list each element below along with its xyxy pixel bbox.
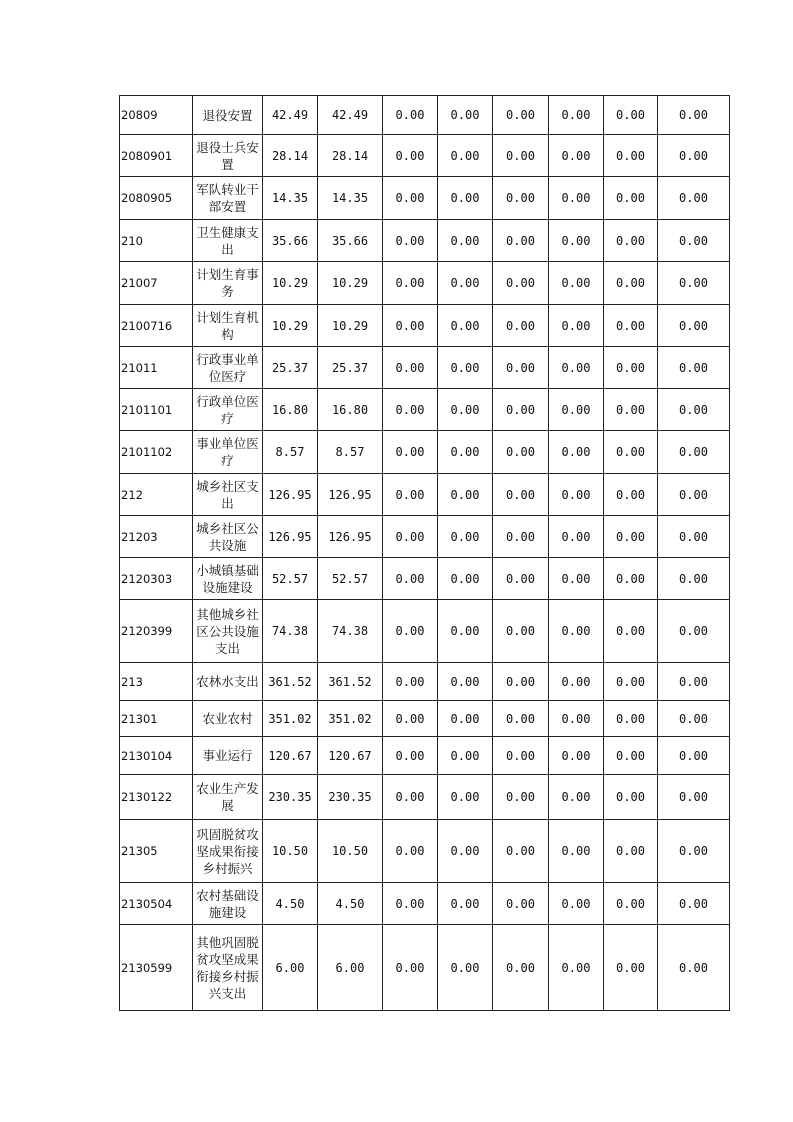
subject-name-cell: [193, 474, 263, 516]
table-row: [120, 775, 730, 820]
amount-cell: 0.00: [383, 474, 438, 516]
table-row: [120, 883, 730, 925]
amount-cell: 0.00: [493, 305, 549, 347]
amount-cell: 0.00: [438, 135, 493, 177]
subject-name-cell: [193, 135, 263, 177]
amount-cell: 25.37: [263, 347, 318, 389]
amount-cell: 0.00: [658, 701, 730, 737]
amount-cell: 351.02: [318, 701, 383, 737]
subject-name-text: 行政事业单位医疗: [196, 351, 259, 384]
amount-cell: 6.00: [318, 925, 383, 1011]
amount-cell: 0.00: [658, 305, 730, 347]
amount-cell: 0.00: [549, 431, 604, 474]
subject-name-text: 农业生产发展: [196, 781, 259, 813]
amount-cell: 0.00: [658, 600, 730, 663]
amount-cell: 25.37: [318, 347, 383, 389]
subject-name-text: 军队转业干部安置: [196, 182, 259, 214]
amount-cell: 0.00: [493, 775, 549, 820]
amount-cell: 4.50: [263, 883, 318, 925]
subject-name-text: 卫生健康支出: [196, 224, 259, 257]
amount-cell: 0.00: [493, 177, 549, 220]
amount-cell: 0.00: [549, 389, 604, 431]
subject-name-cell: [193, 262, 263, 305]
amount-cell: 10.29: [263, 262, 318, 305]
amount-cell: 0.00: [604, 347, 658, 389]
amount-cell: 0.00: [549, 737, 604, 775]
amount-cell: 0.00: [438, 663, 493, 701]
table-row: [120, 220, 730, 262]
amount-cell: 28.14: [318, 135, 383, 177]
table-row: [120, 701, 730, 737]
subject-name-cell: [193, 925, 263, 1011]
subject-name-cell: [193, 775, 263, 820]
amount-cell: 0.00: [438, 925, 493, 1011]
amount-cell: 0.00: [438, 775, 493, 820]
amount-cell: 0.00: [549, 516, 604, 558]
amount-cell: 10.50: [263, 820, 318, 883]
amount-cell: 0.00: [604, 600, 658, 663]
amount-cell: 0.00: [658, 96, 730, 135]
amount-cell: 0.00: [658, 925, 730, 1011]
amount-cell: 126.95: [318, 516, 383, 558]
amount-cell: 0.00: [549, 262, 604, 305]
amount-cell: 0.00: [604, 96, 658, 135]
amount-cell: 0.00: [383, 135, 438, 177]
amount-cell: 0.00: [438, 737, 493, 775]
subject-name-text: 退役士兵安置: [196, 139, 259, 172]
subject-code-cell: 2101101: [120, 389, 193, 431]
amount-cell: 0.00: [383, 775, 438, 820]
amount-cell: 0.00: [493, 347, 549, 389]
subject-name-cell: [193, 600, 263, 663]
amount-cell: 0.00: [493, 883, 549, 925]
subject-code-cell: 2080901: [120, 135, 193, 177]
amount-cell: 8.57: [263, 431, 318, 474]
amount-cell: 0.00: [604, 305, 658, 347]
table-row: [120, 737, 730, 775]
amount-cell: 0.00: [658, 820, 730, 883]
amount-cell: 0.00: [658, 474, 730, 516]
amount-cell: 0.00: [549, 474, 604, 516]
subject-name-text: 事业单位医疗: [196, 436, 259, 468]
amount-cell: 0.00: [438, 820, 493, 883]
subject-code-cell: 210: [120, 220, 193, 262]
amount-cell: 0.00: [549, 925, 604, 1011]
amount-cell: 0.00: [383, 663, 438, 701]
subject-code-cell: 20809: [120, 96, 193, 135]
amount-cell: 0.00: [658, 516, 730, 558]
amount-cell: 0.00: [493, 737, 549, 775]
amount-cell: 126.95: [263, 516, 318, 558]
subject-name-text: 退役安置: [202, 107, 253, 123]
subject-name-cell: [193, 305, 263, 347]
amount-cell: 10.29: [318, 262, 383, 305]
amount-cell: 0.00: [493, 96, 549, 135]
amount-cell: 0.00: [549, 177, 604, 220]
subject-code-cell: 213: [120, 663, 193, 701]
subject-code-cell: 2130122: [120, 775, 193, 820]
amount-cell: 0.00: [438, 474, 493, 516]
subject-name-cell: [193, 220, 263, 262]
amount-cell: 0.00: [658, 177, 730, 220]
amount-cell: 0.00: [658, 431, 730, 474]
amount-cell: 230.35: [263, 775, 318, 820]
amount-cell: 0.00: [604, 775, 658, 820]
table-row: [120, 305, 730, 347]
amount-cell: 0.00: [493, 558, 549, 600]
amount-cell: 0.00: [383, 820, 438, 883]
subject-code-cell: 21301: [120, 701, 193, 737]
table-row: [120, 663, 730, 701]
amount-cell: 10.29: [263, 305, 318, 347]
amount-cell: 0.00: [549, 775, 604, 820]
amount-cell: 0.00: [383, 262, 438, 305]
amount-cell: 0.00: [493, 389, 549, 431]
subject-name-text: 农村基础设施建设: [196, 887, 259, 920]
amount-cell: 74.38: [263, 600, 318, 663]
subject-name-cell: [193, 663, 263, 701]
amount-cell: 0.00: [493, 431, 549, 474]
table-row: [120, 925, 730, 1011]
amount-cell: 0.00: [438, 883, 493, 925]
amount-cell: 126.95: [263, 474, 318, 516]
amount-cell: 6.00: [263, 925, 318, 1011]
amount-cell: 0.00: [549, 883, 604, 925]
amount-cell: 0.00: [604, 431, 658, 474]
amount-cell: 42.49: [263, 96, 318, 135]
amount-cell: 0.00: [549, 135, 604, 177]
amount-cell: 0.00: [438, 389, 493, 431]
amount-cell: 0.00: [438, 516, 493, 558]
amount-cell: 0.00: [604, 737, 658, 775]
amount-cell: 0.00: [493, 262, 549, 305]
amount-cell: 230.35: [318, 775, 383, 820]
amount-cell: 0.00: [383, 516, 438, 558]
amount-cell: 10.29: [318, 305, 383, 347]
subject-code-cell: 2120303: [120, 558, 193, 600]
amount-cell: 0.00: [604, 701, 658, 737]
amount-cell: 0.00: [383, 347, 438, 389]
amount-cell: 0.00: [438, 701, 493, 737]
amount-cell: 0.00: [604, 820, 658, 883]
amount-cell: 0.00: [658, 220, 730, 262]
table-row: [120, 262, 730, 305]
amount-cell: 0.00: [658, 883, 730, 925]
amount-cell: 0.00: [658, 558, 730, 600]
subject-code-cell: 21007: [120, 262, 193, 305]
table-row: [120, 600, 730, 663]
amount-cell: 35.66: [263, 220, 318, 262]
amount-cell: 0.00: [383, 600, 438, 663]
amount-cell: 0.00: [438, 600, 493, 663]
subject-name-cell: [193, 558, 263, 600]
subject-name-text: 城乡社区支出: [196, 478, 259, 511]
subject-name-cell: [193, 347, 263, 389]
subject-code-cell: 2080905: [120, 177, 193, 220]
amount-cell: 361.52: [263, 663, 318, 701]
amount-cell: 0.00: [383, 389, 438, 431]
amount-cell: 0.00: [438, 177, 493, 220]
table-row: [120, 820, 730, 883]
amount-cell: 52.57: [263, 558, 318, 600]
subject-code-cell: 212: [120, 474, 193, 516]
table-body: [120, 96, 730, 1011]
amount-cell: 0.00: [383, 925, 438, 1011]
amount-cell: 0.00: [604, 663, 658, 701]
amount-cell: 126.95: [318, 474, 383, 516]
amount-cell: 120.67: [318, 737, 383, 775]
amount-cell: 0.00: [604, 389, 658, 431]
amount-cell: 0.00: [383, 883, 438, 925]
amount-cell: 0.00: [493, 701, 549, 737]
table-row: [120, 347, 730, 389]
amount-cell: 0.00: [493, 474, 549, 516]
table-row: [120, 516, 730, 558]
subject-name-text: 行政单位医疗: [196, 393, 259, 426]
amount-cell: 0.00: [493, 220, 549, 262]
amount-cell: 0.00: [549, 663, 604, 701]
amount-cell: 0.00: [493, 820, 549, 883]
amount-cell: 0.00: [549, 701, 604, 737]
amount-cell: 0.00: [604, 925, 658, 1011]
amount-cell: 14.35: [318, 177, 383, 220]
table-row: [120, 389, 730, 431]
amount-cell: 0.00: [604, 516, 658, 558]
subject-code-cell: 21203: [120, 516, 193, 558]
amount-cell: 35.66: [318, 220, 383, 262]
amount-cell: 0.00: [604, 135, 658, 177]
subject-name-cell: [193, 96, 263, 135]
subject-name-cell: [193, 389, 263, 431]
amount-cell: 0.00: [658, 262, 730, 305]
subject-name-cell: [193, 516, 263, 558]
amount-cell: 0.00: [604, 262, 658, 305]
amount-cell: 0.00: [438, 220, 493, 262]
amount-cell: 0.00: [383, 701, 438, 737]
amount-cell: 16.80: [263, 389, 318, 431]
table-row: [120, 177, 730, 220]
subject-name-text: 城乡社区公共设施: [196, 520, 259, 553]
amount-cell: 14.35: [263, 177, 318, 220]
table-row: [120, 135, 730, 177]
subject-code-cell: 2120399: [120, 600, 193, 663]
subject-name-cell: [193, 701, 263, 737]
amount-cell: 0.00: [493, 600, 549, 663]
subject-name-text: 其他巩固脱贫攻坚成果衔接乡村振兴支出: [196, 934, 259, 1001]
subject-name-cell: [193, 883, 263, 925]
amount-cell: 0.00: [549, 305, 604, 347]
subject-name-cell: [193, 431, 263, 474]
amount-cell: 0.00: [549, 558, 604, 600]
amount-cell: 0.00: [604, 220, 658, 262]
subject-name-text: 其他城乡社区公共设施支出: [196, 606, 259, 656]
subject-name-text: 事业运行: [202, 748, 253, 763]
amount-cell: 0.00: [383, 431, 438, 474]
amount-cell: 42.49: [318, 96, 383, 135]
amount-cell: 52.57: [318, 558, 383, 600]
amount-cell: 0.00: [383, 220, 438, 262]
subject-name-text: 农业农村: [202, 711, 253, 726]
subject-code-cell: 2100716: [120, 305, 193, 347]
amount-cell: 0.00: [383, 558, 438, 600]
amount-cell: 0.00: [658, 663, 730, 701]
amount-cell: 0.00: [493, 663, 549, 701]
amount-cell: 0.00: [438, 558, 493, 600]
amount-cell: 0.00: [549, 600, 604, 663]
amount-cell: 0.00: [383, 737, 438, 775]
subject-name-text: 计划生育事务: [196, 267, 259, 299]
subject-code-cell: 21305: [120, 820, 193, 883]
amount-cell: 0.00: [383, 305, 438, 347]
amount-cell: 0.00: [658, 775, 730, 820]
subject-code-cell: 2101102: [120, 431, 193, 474]
subject-name-cell: [193, 737, 263, 775]
amount-cell: 0.00: [438, 305, 493, 347]
subject-code-cell: 2130599: [120, 925, 193, 1011]
table-row: [120, 474, 730, 516]
amount-cell: 0.00: [658, 389, 730, 431]
amount-cell: 0.00: [604, 177, 658, 220]
budget-table: [119, 95, 730, 1011]
amount-cell: 0.00: [549, 220, 604, 262]
subject-name-text: 计划生育机构: [196, 309, 259, 342]
amount-cell: 0.00: [604, 558, 658, 600]
amount-cell: 0.00: [493, 516, 549, 558]
table-row: [120, 558, 730, 600]
amount-cell: 8.57: [318, 431, 383, 474]
amount-cell: 0.00: [438, 262, 493, 305]
table-row: [120, 96, 730, 135]
amount-cell: 0.00: [658, 135, 730, 177]
amount-cell: 0.00: [549, 820, 604, 883]
amount-cell: 10.50: [318, 820, 383, 883]
amount-cell: 74.38: [318, 600, 383, 663]
amount-cell: 0.00: [438, 347, 493, 389]
amount-cell: 0.00: [549, 347, 604, 389]
subject-name-text: 小城镇基础设施建设: [196, 562, 259, 595]
amount-cell: 16.80: [318, 389, 383, 431]
amount-cell: 0.00: [438, 96, 493, 135]
amount-cell: 120.67: [263, 737, 318, 775]
subject-name-cell: [193, 177, 263, 220]
amount-cell: 0.00: [493, 135, 549, 177]
subject-name-text: 农林水支出: [196, 674, 259, 689]
amount-cell: 0.00: [658, 347, 730, 389]
amount-cell: 0.00: [658, 737, 730, 775]
amount-cell: 0.00: [493, 925, 549, 1011]
amount-cell: 0.00: [604, 883, 658, 925]
subject-code-cell: 2130104: [120, 737, 193, 775]
amount-cell: 0.00: [549, 96, 604, 135]
subject-name-cell: [193, 820, 263, 883]
table-row: [120, 431, 730, 474]
amount-cell: 0.00: [383, 177, 438, 220]
subject-name-text: 巩固脱贫攻坚成果衔接乡村振兴: [196, 826, 259, 876]
subject-code-cell: 2130504: [120, 883, 193, 925]
amount-cell: 28.14: [263, 135, 318, 177]
amount-cell: 4.50: [318, 883, 383, 925]
amount-cell: 0.00: [383, 96, 438, 135]
subject-code-cell: 21011: [120, 347, 193, 389]
amount-cell: 0.00: [438, 431, 493, 474]
amount-cell: 361.52: [318, 663, 383, 701]
amount-cell: 0.00: [604, 474, 658, 516]
amount-cell: 351.02: [263, 701, 318, 737]
